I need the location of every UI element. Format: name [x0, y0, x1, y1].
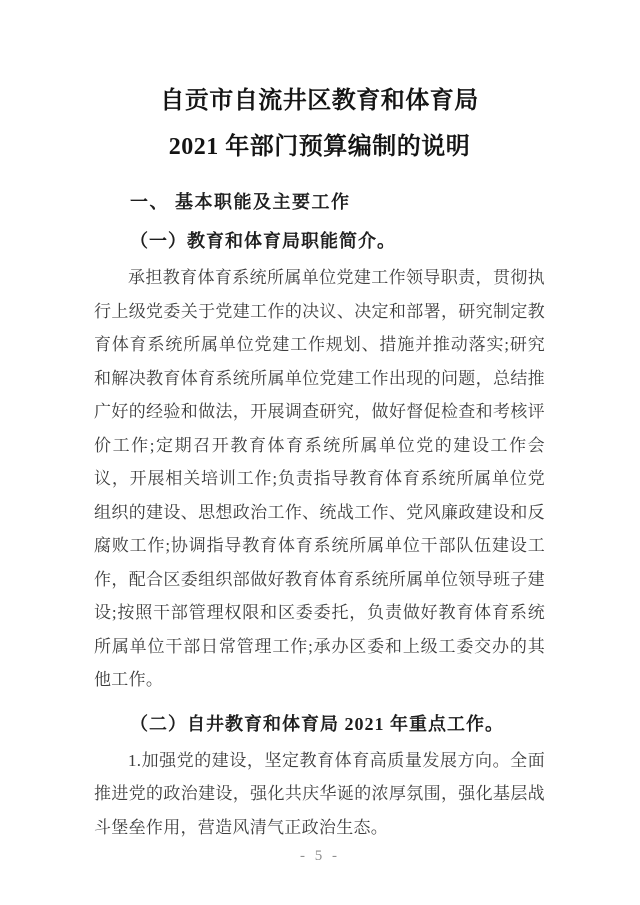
paragraph-line: 腐败工作;协调指导教育体育系统所属单位干部队伍建设工	[94, 536, 545, 555]
paragraph-line: 他工作。	[94, 670, 164, 689]
paragraph-line: 议，开展相关培训工作;负责指导教育体育系统所属单位党	[94, 469, 545, 488]
paragraph-line: 所属单位干部日常管理工作;承办区委和上级工委交办的其	[94, 636, 545, 656]
paragraph-2	[94, 744, 545, 845]
paragraph-1	[94, 261, 545, 697]
paragraph-line: 推进党的政治建设，强化共庆华诞的浓厚氛围，强化基层战	[94, 784, 545, 803]
subsection-2-heading: （二）自井教育和体育局 2021 年重点工作。	[130, 713, 504, 734]
title-line-2: 2021 年部门预算编制的说明	[168, 134, 471, 160]
document-title	[94, 78, 545, 170]
page-number: - 5 -	[300, 848, 340, 864]
paragraph-line: 和解决教育体育系统所属单位党建工作出现的问题，总结推	[94, 368, 545, 388]
subsection-1-heading: （一）教育和体育局职能简介。	[130, 231, 396, 251]
paragraph-line: 行上级党委关于党建工作的决议、决定和部署，研究制定教	[94, 301, 545, 321]
paragraph-line: 斗堡垒作用，营造风清气正政治生态。	[94, 817, 389, 837]
paragraph-line: 组织的建设、思想政治工作、统战工作、党风廉政建设和反	[94, 502, 545, 522]
section-heading-basic-functions: 一、 基本职能及主要工作	[130, 192, 351, 212]
paragraph-line: 价工作;定期召开教育体育系统所属单位党的建设工作会	[94, 435, 545, 455]
title-line-1: 自贡市自流井区教育和体育局	[160, 88, 479, 114]
paragraph-line: 承担教育体育系统所属单位党建工作领导职责，贯彻执	[128, 268, 545, 287]
paragraph-line: 作，配合区委组织部做好教育体育系统所属单位领导班子建	[94, 569, 545, 589]
paragraph-line: 设;按照干部管理权限和区委委托，负责做好教育体育系统	[94, 603, 545, 622]
paragraph-line: 广好的经验和做法，开展调查研究，做好督促检查和考核评	[94, 402, 545, 421]
paragraph-line: 1.加强党的建设，坚定教育体育高质量发展方向。全面	[128, 750, 545, 770]
paragraph-line: 育体育系统所属单位党建工作规划、措施并推动落实;研究	[94, 335, 545, 354]
